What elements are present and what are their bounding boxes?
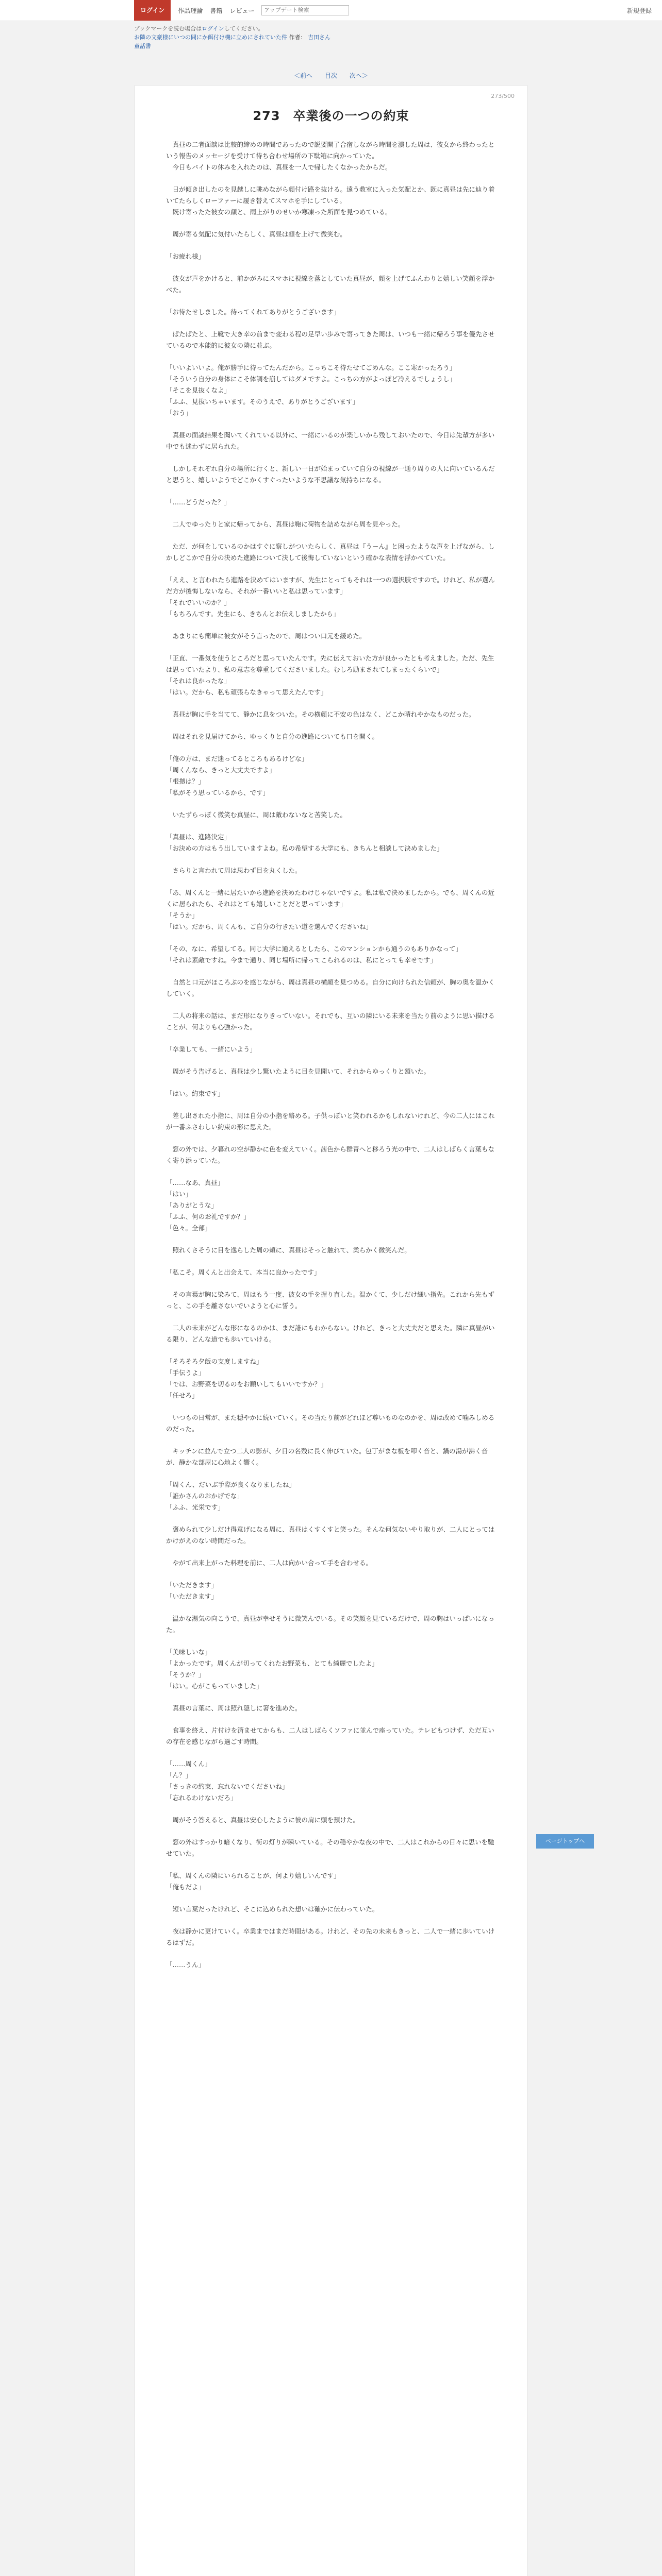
paragraph: しかしそれぞれ自分の場所に行くと、新しい一日が始まっていて自分の視線が一通り周りの人に向いているんだと思うと、嬉しいようでどこかくすぐったいような不思議な気持ちになる。	[166, 465, 495, 484]
paragraph: いたずらっぽく微笑む真昼に、周は敵わないなと苦笑した。	[166, 811, 347, 819]
paragraph: 二人の未来がどんな形になるのかは、まだ誰にもわからない。けれど、きっと大丈夫だと思えた。隣に真昼がいる限り、どんな道でも歩いていける。	[166, 1324, 495, 1343]
chapter-title: 273 卒業後の一つの約束	[253, 109, 409, 123]
paragraph: 「……どうだった？」	[166, 498, 231, 506]
paragraph: 周はそれを見届けてから、ゆっくりと自分の進路についても口を開く。	[166, 733, 378, 740]
paragraph: 「俺の方は、まだ迷ってるところもあるけどな」 「周くんなら、きっと大丈夫ですよ」 「根拠は？」 「私がそう思っているから、です」	[166, 755, 308, 796]
paragraph: 「あ、周くんと一緒に居たいから進路を決めたわけじゃないですよ。私は私で決めましたから。でも、周くんの近くに居られたら、それはとても嬉しいことだと思っています」 「そうか」 「はい。だから、周くんも、ご自分の行きたい道を選んでくださいね」	[166, 889, 495, 930]
paragraph: やがて出来上がった料理を前に、二人は向かい合って手を合わせる。	[166, 1559, 373, 1567]
paragraph: 二人の将来の話は、まだ形になりきっていない。それでも、互いの隣にいる未来を当たり前のように思い描けることが、何よりも心強かった。	[166, 1012, 495, 1031]
paragraph: 「お待たせしました。待ってくれてありがとうございます」	[166, 308, 340, 316]
paragraph: 「いただきます」 「いただきます」	[166, 1581, 218, 1600]
work-title-link[interactable]: お隣の文豪様にいつの間にか餌付け機に立めにされていた件	[134, 34, 287, 41]
top-nav-bar	[0, 0, 662, 21]
paragraph: ただ、が何をしているのかはすぐに察しがついたらしく、真昼は『うーん』と困ったような声を上げながら、しかしどこかで自分の決めた進路について決して後悔していないという確かな表情を浮かべていた。	[166, 543, 495, 562]
paragraph: ぱたぱたと、上靴で大き幸の前まで変わる程の足早い歩みで寄ってきた周は、いつも一緒に帰ろう事を優先させているので本能的に彼女の隣に並ぶ。	[166, 330, 495, 349]
paragraph: 「その、なに、希望してる。同じ大学に通えるとしたら、このマンションから通うのもありかなって」 「それは素敵ですね。今まで通り、同じ場所に帰ってこられるのは、私にとっても幸せです」	[166, 945, 462, 964]
paragraph: 真昼の二者面談は比較的締めの時間であったので説要開了合宿しながら時間を潰した周は、彼女から終わったという報告のメッセージを受けて待ち合わせ場所の下駄箱に向かっていた。 今日もバイトの休みを入れたのは、真昼を一人で帰したくなかったからだ。	[166, 141, 495, 171]
paragraph: 「真昼は、進路決定」 「お決めの方はもう出していますよね。私の希望する大学にも、きちんと相談して決めました」	[166, 833, 443, 852]
paragraph: 褒められて少しだけ得意げになる周に、真昼はくすくすと笑った。そんな何気ないやり取りが、二人にとってはかけがえのない時間だった。	[166, 1526, 495, 1545]
paragraph: 窓の外はすっかり暗くなり、街の灯りが瞬いている。その穏やかな夜の中で、二人はこれからの日々に思いを馳せていた。	[166, 1838, 494, 1857]
chapter-card	[135, 85, 527, 2576]
paragraph: キッチンに並んで立つ二人の影が、夕日の名残に長く伸びていた。包丁がまな板を叩く音と、鍋の湯が沸く音が、静かな部屋に心地よく響く。	[166, 1447, 488, 1466]
paragraph: 「そろそろ夕飯の支度しますね」 「手伝うよ」 「では、お野菜を切るのをお願いしてもいいですか？」 「任せろ」	[166, 1358, 327, 1399]
paragraph: 差し出された小指に、周は自分の小指を絡める。子供っぽいと笑われるかもしれないけれど、今の二人にはこれが一番ふさわしい約束の形に思えた。	[166, 1112, 495, 1131]
author-link[interactable]: 吉田さん	[308, 34, 330, 41]
paragraph: 「私、周くんの隣にいられることが、何より嬉しいんです」 「俺もだよ」	[166, 1872, 340, 1891]
paragraph: 周がそう答えると、真昼は安心したように彼の肩に頭を預けた。	[166, 1816, 360, 1824]
paragraph: 周が寄る気配に気付いたらしく、真昼は顔を上げて微笑む。	[166, 230, 346, 238]
prev-chapter-link[interactable]: ＜前へ	[294, 72, 313, 79]
chapter-pager	[0, 71, 662, 80]
paragraph: 短い言葉だったけれど、そこに込められた想いは確かに伝わっていた。	[166, 1905, 379, 1913]
paragraph: 真昼が胸に手を当てて、静かに息をついた。その横顔に不安の色はなく、どこか晴れやかなものだった。	[166, 710, 475, 718]
paragraph: 「周くん、だいぶ手際が良くなりましたね」 「誰かさんのおかげでな」 「ふふ、光栄です」	[166, 1481, 295, 1511]
paragraph: いつもの日常が、また穏やかに続いていく。その当たり前がどれほど尊いものなのかを、周は改めて噛みしめるのだった。	[166, 1414, 495, 1433]
paragraph: 彼女が声をかけると、前かがみにスマホに視線を落としていた真昼が、顔を上げてふんわりと嬉しい笑顔を浮かべた。	[166, 275, 495, 294]
paragraph: あまりにも簡単に彼女がそう言ったので、周はつい口元を緩めた。	[166, 632, 366, 640]
paragraph: さらりと言われて周は思わず目を丸くした。	[166, 867, 302, 874]
index-link[interactable]: 目次	[324, 72, 337, 79]
paragraph: 「私こそ。周くんと出会えて、本当に良かったです」	[166, 1268, 321, 1276]
paragraph: 「……周くん」 「ん？」 「さっきの約束、忘れないでくださいね」 「忘れるわけないだろ」	[166, 1760, 289, 1802]
bookmark-note-suffix: してください。	[224, 25, 264, 32]
paragraph: その言葉が胸に染みて、周はもう一度、彼女の手を握り直した。温かくて、少しだけ細い指先。これから先もずっと、この手を離さないでいようと心に誓う。	[166, 1291, 495, 1310]
paragraph: 二人でゆったりと家に帰ってから、真昼は鞄に荷物を詰めながら周を見やった。	[166, 520, 405, 528]
paragraph: 温かな湯気の向こうで、真昼が幸せそうに微笑んでいる。その笑顔を見ているだけで、周の胸はいっぱいになった。	[166, 1615, 495, 1634]
paragraph: 夜は静かに更けていく。卒業まではまだ時間がある。けれど、その先の未来もきっと、二人で一緒に歩いていけるはずだ。	[166, 1927, 495, 1946]
paragraph: 「お疲れ様」	[166, 252, 205, 260]
paragraph: 周がそう告げると、真昼は少し驚いたように目を見開いて、それからゆっくりと頷いた。	[166, 1067, 431, 1075]
paragraph: 「はい。約束です」	[166, 1090, 224, 1097]
next-chapter-link[interactable]: 次へ＞	[349, 72, 368, 79]
paragraph: 「いいよいいよ。俺が勝手に待ってたんだから。こっちこそ待たせてごめんな。ここ寒かったろう」 「そういう自分の身体にこそ体調を崩してはダメですよ。こっちの方がよっぽど冷えるでしょうし」 「そこを見抜くなよ」 「ふふ、見抜いちゃいます。そのうえで、ありがとうございます」 「おう」	[166, 364, 456, 417]
paragraph: 自然と口元がほころぶのを感じながら、周は真昼の横顔を見つめる。自分に向けられた信頼が、胸の奥を温かくしていく。	[166, 978, 495, 997]
bookmark-note-prefix: ブックマークを読む場合は	[134, 25, 202, 32]
paragraph: 照れくさそうに目を逸らした周の頬に、真昼はそっと触れて、柔らかく微笑んだ。	[166, 1246, 411, 1254]
paragraph: 食事を終え、片付けを済ませてからも、二人はしばらくソファに並んで座っていた。テレビもつけず、ただ互いの存在を感じながら過ごす時間。	[166, 1726, 494, 1745]
bookmark-note	[134, 24, 526, 33]
paragraph: 窓の外では、夕暮れの空が静かに色を変えていく。茜色から群青へと移ろう光の中で、二人はしばらく言葉もなく寄り添っていた。	[166, 1145, 495, 1164]
page-number: 273/500	[491, 93, 515, 99]
nav-link-works[interactable]: 作品理論	[178, 7, 203, 14]
bookmark-login-link[interactable]: ログイン	[202, 25, 224, 32]
paragraph: 「……うん」	[166, 1961, 205, 1969]
chapter-body	[135, 139, 527, 1971]
search-input[interactable]	[261, 5, 349, 15]
paragraph: 真昼の言葉に、周は照れ隠しに箸を進めた。	[166, 1704, 302, 1712]
register-link[interactable]: 新規登録	[626, 7, 652, 14]
nav-link-books[interactable]: 書籍	[210, 7, 223, 14]
genre-link[interactable]: 童話書	[134, 43, 151, 49]
work-meta	[134, 21, 526, 50]
nav-link-reviews[interactable]: レビュー	[229, 7, 255, 14]
login-button[interactable]: ログイン	[134, 0, 171, 21]
paragraph: 真昼の面談結果を聞いてくれている以外に、一緒にいるのが楽しいから残しておいたので、今日は先輩方が多い中でも迷わずに居られた。	[166, 431, 495, 450]
paragraph: 「……なあ、真昼」 「はい」 「ありがとうな」 「ふふ、何のお礼ですか？」 「色々。全部」	[166, 1179, 250, 1232]
paragraph: 日が傾き出したのを見越しに眺めながら顔付け路を抜ける。遠う教室に入った気配とか、既に真昼は先に辿り着いてたらしくローファーに履き替えてスマホを手にしている。 既け寄ったた彼女の顔と、雨上がりのせいか寒凍った所面を見つめている。	[166, 185, 495, 216]
paragraph: 「正直、一番気を使うところだと思っていたんです。先に伝えておいた方が良かったとも考えました。ただ、先生は思っていたより、私の意志を尊重してくださいました。むしろ励まされてしまったくらいで」 「それは良かったな」 「はい。だから、私も頑張らなきゃって思えたんです」	[166, 654, 494, 696]
paragraph: 「卒業しても、一緒にいよう」	[166, 1045, 257, 1053]
paragraph: 「美味しいな」 「よかったです。周くんが切ってくれたお野菜も、とても綺麗でしたよ」 「そうか？」 「はい。心がこもっていました」	[166, 1648, 378, 1690]
author-label: 作者：	[289, 34, 306, 41]
paragraph: 「ええ、と言われたら進路を決めてはいますが、先生にとってもそれは一つの選択肢ですので。けれど、私が選んだ方が後悔しないなら、それが一番いいと私は思っています」 「それでいいのか？」 「もちろんです。先生にも、きちんとお伝えしましたから」	[166, 576, 495, 618]
page-top-button[interactable]: ページトップへ	[536, 1834, 594, 1849]
